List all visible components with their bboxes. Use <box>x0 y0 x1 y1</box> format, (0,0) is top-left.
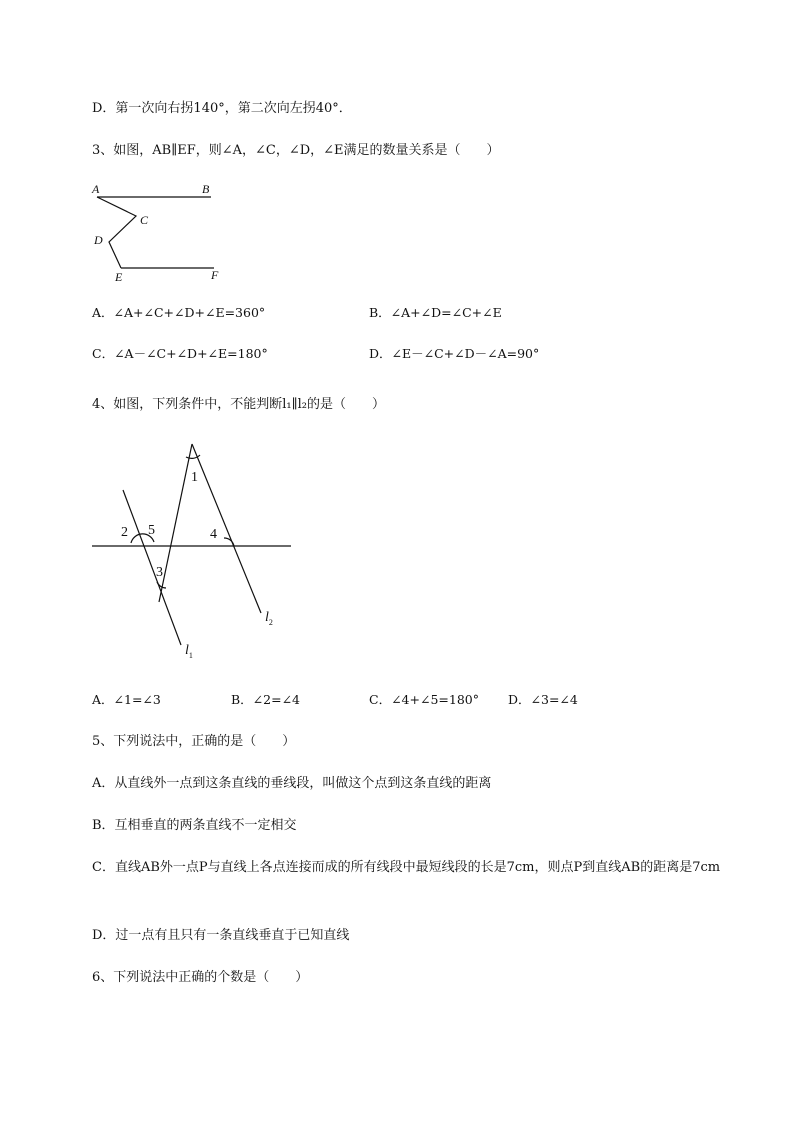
q3-option-a: A．∠A+∠C+∠D+∠E=360° <box>92 305 266 320</box>
q3-label-a: A <box>92 182 100 196</box>
q4-option-a: A．∠1=∠3 <box>92 692 161 707</box>
q4-option-b: B．∠2=∠4 <box>231 692 301 707</box>
q4-angle-4: 4 <box>210 527 217 542</box>
q2-option-d: D．第一次向右拐140°，第二次向左拐40°． <box>92 101 352 116</box>
q4-label-l2: $l_2$ <box>265 610 273 627</box>
q4-figure <box>88 430 308 670</box>
q3-label-e: E <box>115 270 123 284</box>
q5-stem: 5、下列说法中，正确的是（ ） <box>92 734 296 749</box>
q4-stem: 4、如图，下列条件中，不能判断l₁∥l₂的是（ ） <box>92 397 386 412</box>
q4-angle-2: 2 <box>121 525 128 540</box>
q6-stem: 6、下列说法中正确的个数是（ ） <box>92 970 309 985</box>
q4-angle-1: 1 <box>191 470 198 485</box>
q4-label-l1: $l_1$ <box>185 643 193 660</box>
q5-option-b: B．互相垂直的两条直线不一定相交 <box>92 818 297 833</box>
q5-option-c: C．直线AB外一点P与直线上各点连接而成的所有线段中最短线段的长是7cm，则点P到直线AB的距离是7cm <box>92 860 721 875</box>
q3-label-f: F <box>211 268 219 282</box>
q3-stem: 3、如图，AB∥EF，则∠A，∠C，∠D，∠E满足的数量关系是（ ） <box>92 143 500 158</box>
q5-option-a: A．从直线外一点到这条直线的垂线段，叫做这个点到这条直线的距离 <box>92 776 492 791</box>
q3-figure <box>88 178 238 288</box>
q3-option-d: D．∠E－∠C+∠D－∠A=90° <box>369 346 540 361</box>
q4-option-d: D．∠3=∠4 <box>508 692 578 707</box>
q5-option-d: D．过一点有且只有一条直线垂直于已知直线 <box>92 928 350 943</box>
q3-label-d: D <box>94 233 103 247</box>
q4-angle-5: 5 <box>148 523 155 538</box>
q3-option-c: C．∠A－∠C+∠D+∠E=180° <box>92 346 268 361</box>
q4-angle-3: 3 <box>156 565 163 580</box>
q3-label-b: B <box>202 182 210 196</box>
q3-label-c: C <box>140 213 149 227</box>
q4-option-c: C．∠4+∠5=180° <box>369 692 479 707</box>
q3-option-b: B．∠A+∠D=∠C+∠E <box>369 305 502 320</box>
